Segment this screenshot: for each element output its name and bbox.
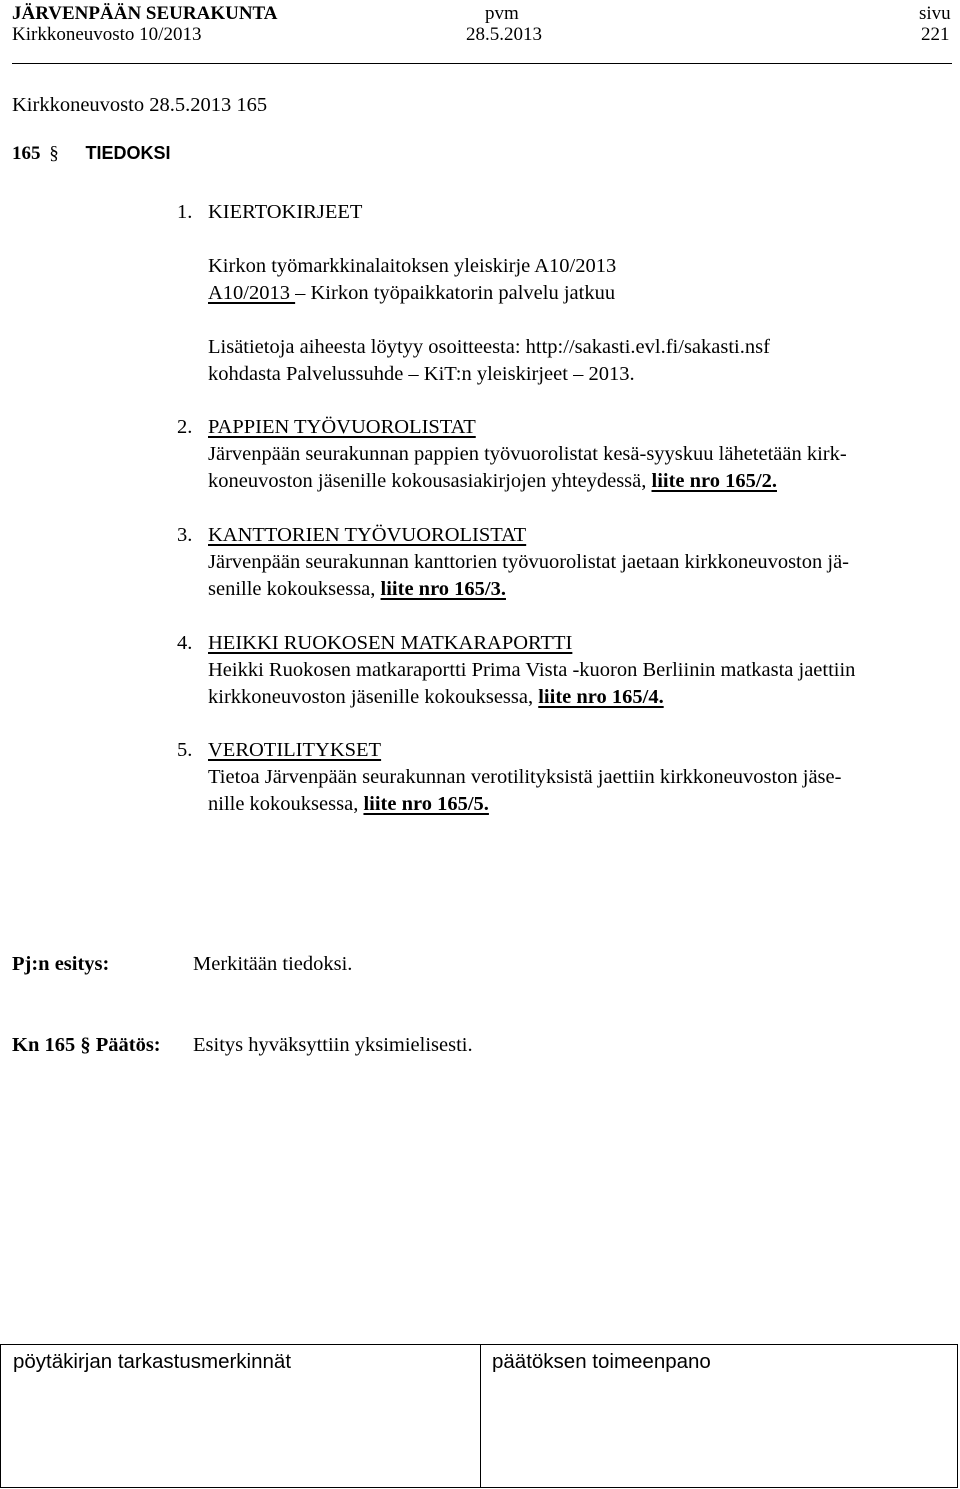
item-1-number: 1. bbox=[177, 201, 193, 223]
item-4-line-2 bbox=[208, 684, 956, 711]
circular-code[interactable]: A10/2013 bbox=[208, 282, 296, 304]
proposal-text: Merkitään tiedoksi. bbox=[193, 953, 353, 975]
item-2-title: PAPPIEN TYÖVUOROLISTAT bbox=[208, 416, 476, 438]
item-4-title: HEIKKI RUOKOSEN MATKARAPORTTI bbox=[208, 632, 573, 654]
date-label: pvm bbox=[485, 3, 519, 24]
item-5-line-1: Tietoa Järvenpään seurakunnan verotilityksistä jaettiin kirkkoneuvoston jäse- bbox=[208, 766, 842, 788]
item-1-info bbox=[208, 334, 956, 388]
circular-title: Kirkon työmarkkinalaitoksen yleiskirje A10/2013 bbox=[208, 255, 617, 277]
review-marks-label: pöytäkirjan tarkastusmerkinnät bbox=[13, 1350, 292, 1373]
footer-box bbox=[0, 1344, 958, 1488]
item-3-line-1: Järvenpään seurakunnan kanttorien työvuorolistat jaetaan kirkkoneuvoston jä- bbox=[208, 551, 849, 573]
item-4-line-1: Heikki Ruokosen matkaraportti Prima Vista -kuoron Berliinin matkasta jaettiin bbox=[208, 659, 856, 681]
item-1-title: KIERTOKIRJEET bbox=[208, 201, 363, 223]
item-5 bbox=[208, 737, 956, 818]
item-3-line-2-text: senille kokouksessa, bbox=[208, 578, 381, 600]
item-4-line-2-text: kirkkoneuvoston jäsenille kokouksessa, bbox=[208, 686, 539, 708]
implementation-label: päätöksen toimeenpano bbox=[492, 1350, 711, 1373]
meeting-date: 28.5.2013 bbox=[466, 24, 542, 45]
organization-name: JÄRVENPÄÄN SEURAKUNTA bbox=[12, 3, 278, 24]
decision-label: Kn 165 § Päätös: bbox=[12, 1034, 161, 1056]
item-5-number: 5. bbox=[177, 739, 193, 761]
meeting-number: Kirkkoneuvosto 10/2013 bbox=[12, 24, 202, 45]
section-number: 165 bbox=[12, 143, 41, 164]
meeting-reference: Kirkkoneuvosto 28.5.2013 165 bbox=[12, 94, 268, 116]
item-3-number: 3. bbox=[177, 524, 193, 546]
page-label: sivu bbox=[919, 3, 951, 24]
page-number: 221 bbox=[921, 24, 950, 45]
section-symbol: § bbox=[49, 143, 59, 164]
circular-line bbox=[208, 280, 956, 307]
info-line-1: Lisätietoja aiheesta löytyy osoitteesta: http://sakasti.evl.fi/sakasti.nsf bbox=[208, 336, 770, 358]
item-3-line-2 bbox=[208, 576, 956, 603]
item-5-line-2 bbox=[208, 791, 956, 818]
item-4-attachment-link[interactable]: liite nro 165/4. bbox=[538, 686, 664, 708]
item-3-title: KANTTORIEN TYÖVUOROLISTAT bbox=[208, 524, 527, 546]
decision-text: Esitys hyväksyttiin yksimielisesti. bbox=[193, 1034, 473, 1056]
item-5-line-2-text: nille kokouksessa, bbox=[208, 793, 364, 815]
section-heading bbox=[12, 143, 171, 165]
item-3-attachment-link[interactable]: liite nro 165/3. bbox=[380, 578, 506, 600]
circular-description: – Kirkon työpaikkatorin palvelu jatkuu bbox=[295, 282, 616, 304]
item-5-title: VEROTILITYKSET bbox=[208, 739, 382, 761]
item-2 bbox=[208, 414, 956, 495]
info-line-2: kohdasta Palvelussuhde – KiT:n yleiskirjeet – 2013. bbox=[208, 363, 635, 385]
item-2-number: 2. bbox=[177, 416, 193, 438]
item-2-line-2-text: koneuvoston jäsenille kokousasiakirjojen yhteydessä, bbox=[208, 470, 652, 492]
item-1 bbox=[208, 199, 956, 226]
item-2-line-1: Järvenpään seurakunnan pappien työvuorolistat kesä-syyskuu lähetetään kirk- bbox=[208, 443, 847, 465]
item-4-number: 4. bbox=[177, 632, 193, 654]
header-divider bbox=[12, 63, 952, 64]
item-2-attachment-link[interactable]: liite nro 165/2. bbox=[651, 470, 777, 492]
section-title: TIEDOKSI bbox=[85, 143, 171, 163]
item-1-circular bbox=[208, 253, 956, 307]
item-3 bbox=[208, 522, 956, 603]
footer-divider bbox=[480, 1345, 481, 1487]
item-5-attachment-link[interactable]: liite nro 165/5. bbox=[363, 793, 489, 815]
proposal-label: Pj:n esitys: bbox=[12, 953, 110, 975]
item-4 bbox=[208, 630, 956, 711]
item-2-line-2 bbox=[208, 468, 956, 495]
